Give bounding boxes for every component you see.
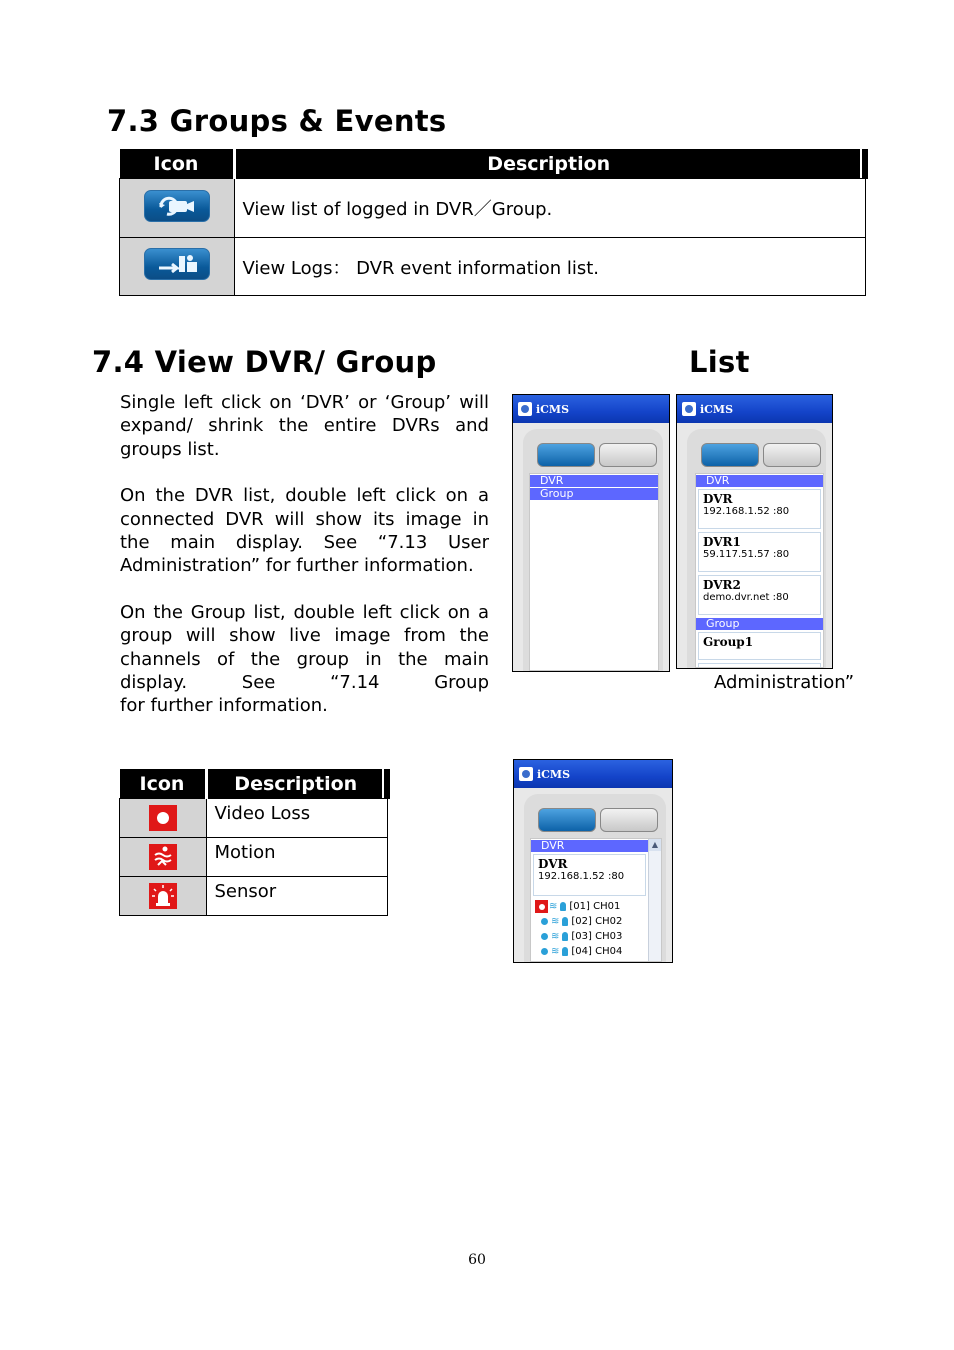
sensor-icon xyxy=(562,947,568,956)
event-icons-table xyxy=(119,769,390,916)
tree-list xyxy=(529,473,659,671)
channel-row[interactable] xyxy=(531,914,648,929)
table-row xyxy=(120,238,866,296)
paragraph: On the DVR list, double left click on a connected DVR will show its image in the main display. See “7.13 User Administration” for further information. xyxy=(120,485,489,577)
group-header[interactable]: Group xyxy=(530,488,658,500)
dvr-address: 192.168.1.52 :80 xyxy=(703,506,790,517)
paragraph: On the Group list, double left click on a group will show live image from the channels of the group in the main display. See “7.14 Group xyxy=(120,601,489,694)
group-entry[interactable] xyxy=(698,632,821,660)
app-logo-icon xyxy=(519,767,533,781)
status-dot-icon xyxy=(541,933,548,940)
section-7-4-title-right: List xyxy=(689,345,750,379)
icon-cell xyxy=(120,877,207,916)
section-7-4-body xyxy=(120,391,489,718)
description-cell: View Logs： DVR event information list. xyxy=(234,238,865,296)
motion-icon: ≋ xyxy=(551,916,560,927)
logs-tab[interactable] xyxy=(599,443,657,467)
section-7-4-title: 7.4 View DVR/ Group xyxy=(92,345,437,379)
logs-tab[interactable] xyxy=(600,808,658,832)
groups-events-table xyxy=(119,149,868,296)
paragraph-tail: Administration” xyxy=(714,672,855,693)
icms-window-collapsed xyxy=(512,394,670,672)
dvr-address: 192.168.1.52 :80 xyxy=(538,871,625,882)
dvr-list-tab[interactable] xyxy=(538,808,596,832)
view-logs-icon xyxy=(144,248,210,280)
dvr-entry[interactable] xyxy=(698,532,821,572)
video-loss-icon xyxy=(535,900,548,913)
group-header[interactable]: Group xyxy=(696,618,823,630)
table-header-row xyxy=(120,769,388,799)
description-cell: Video Loss xyxy=(206,799,387,838)
scroll-up-icon[interactable]: ▲ xyxy=(649,839,661,851)
table-row xyxy=(120,799,388,838)
tree-list xyxy=(695,473,824,668)
icon-cell xyxy=(120,838,207,877)
sensor-icon xyxy=(562,917,568,926)
sensor-icon xyxy=(562,932,568,941)
icon-cell xyxy=(120,179,235,238)
app-logo-icon xyxy=(518,402,532,416)
dvr-header[interactable]: DVR xyxy=(696,475,823,487)
view-list-icon xyxy=(144,190,210,222)
video-loss-icon xyxy=(149,805,177,831)
icon-cell xyxy=(120,799,207,838)
motion-icon: ≋ xyxy=(551,931,560,942)
table-row xyxy=(120,838,388,877)
channel-row[interactable] xyxy=(531,899,648,914)
app-title: iCMS xyxy=(537,767,571,781)
table-row xyxy=(120,877,388,916)
channel-row[interactable] xyxy=(531,929,648,944)
table-header-description: Description xyxy=(234,149,865,179)
app-title: iCMS xyxy=(700,402,734,416)
channel-label: [02] CH02 xyxy=(571,916,623,927)
sensor-icon xyxy=(560,902,566,911)
tree-content xyxy=(531,840,648,959)
dvr-entry[interactable] xyxy=(533,854,646,896)
channel-label: [04] CH04 xyxy=(571,946,623,957)
page-number: 60 xyxy=(468,1252,486,1268)
table-header-icon: Icon xyxy=(120,769,207,799)
description-cell: Sensor xyxy=(206,877,387,916)
paragraph: Single left click on ‘DVR’ or ‘Group’ will expand/ shrink the entire DVRs and groups list. xyxy=(120,392,489,460)
dvr-address: demo.dvr.net :80 xyxy=(703,592,789,603)
scrollbar[interactable] xyxy=(648,839,661,961)
table-header-icon: Icon xyxy=(120,149,235,179)
logs-tab[interactable] xyxy=(763,443,821,467)
status-dot-icon xyxy=(541,918,548,925)
icms-window-expanded xyxy=(676,394,833,669)
dvr-entry[interactable] xyxy=(698,575,821,615)
dvr-name: DVR xyxy=(703,492,733,506)
section-7-3-title: 7.3 Groups & Events xyxy=(107,104,447,138)
motion-icon: ≋ xyxy=(549,901,558,912)
channel-label: [01] CH01 xyxy=(569,901,621,912)
window-titlebar xyxy=(514,760,672,788)
dvr-name: DVR1 xyxy=(703,535,741,549)
description-cell: Motion xyxy=(206,838,387,877)
app-logo-icon xyxy=(682,402,696,416)
channel-row[interactable] xyxy=(531,944,648,959)
dvr-name: DVR2 xyxy=(703,578,741,592)
description-cell: View list of logged in DVR／Group. xyxy=(234,179,865,238)
window-titlebar xyxy=(513,395,669,423)
dvr-entry[interactable] xyxy=(698,489,821,529)
motion-icon xyxy=(149,844,177,870)
channel-label: [03] CH03 xyxy=(571,931,623,942)
icon-cell xyxy=(120,238,235,296)
sensor-icon xyxy=(149,883,177,909)
table-header-row xyxy=(120,149,866,179)
table-row xyxy=(120,179,866,238)
dvr-list-tab[interactable] xyxy=(537,443,595,467)
dvr-list-tab[interactable] xyxy=(701,443,759,467)
table-header-description: Description xyxy=(206,769,387,799)
paragraph: for further information. xyxy=(120,695,328,717)
icms-window-channels xyxy=(513,759,673,963)
dvr-header[interactable]: DVR xyxy=(530,475,658,487)
dvr-header[interactable]: DVR xyxy=(531,840,648,852)
motion-icon: ≋ xyxy=(551,946,560,957)
window-titlebar xyxy=(677,395,832,423)
tree-list xyxy=(530,838,662,962)
group-name xyxy=(703,666,816,668)
app-title: iCMS xyxy=(536,402,570,416)
group-entry[interactable] xyxy=(698,663,821,668)
status-dot-icon xyxy=(541,948,548,955)
dvr-address: 59.117.51.57 :80 xyxy=(703,549,790,560)
group-name: Group1 xyxy=(703,635,754,649)
dvr-name: DVR xyxy=(538,857,568,871)
